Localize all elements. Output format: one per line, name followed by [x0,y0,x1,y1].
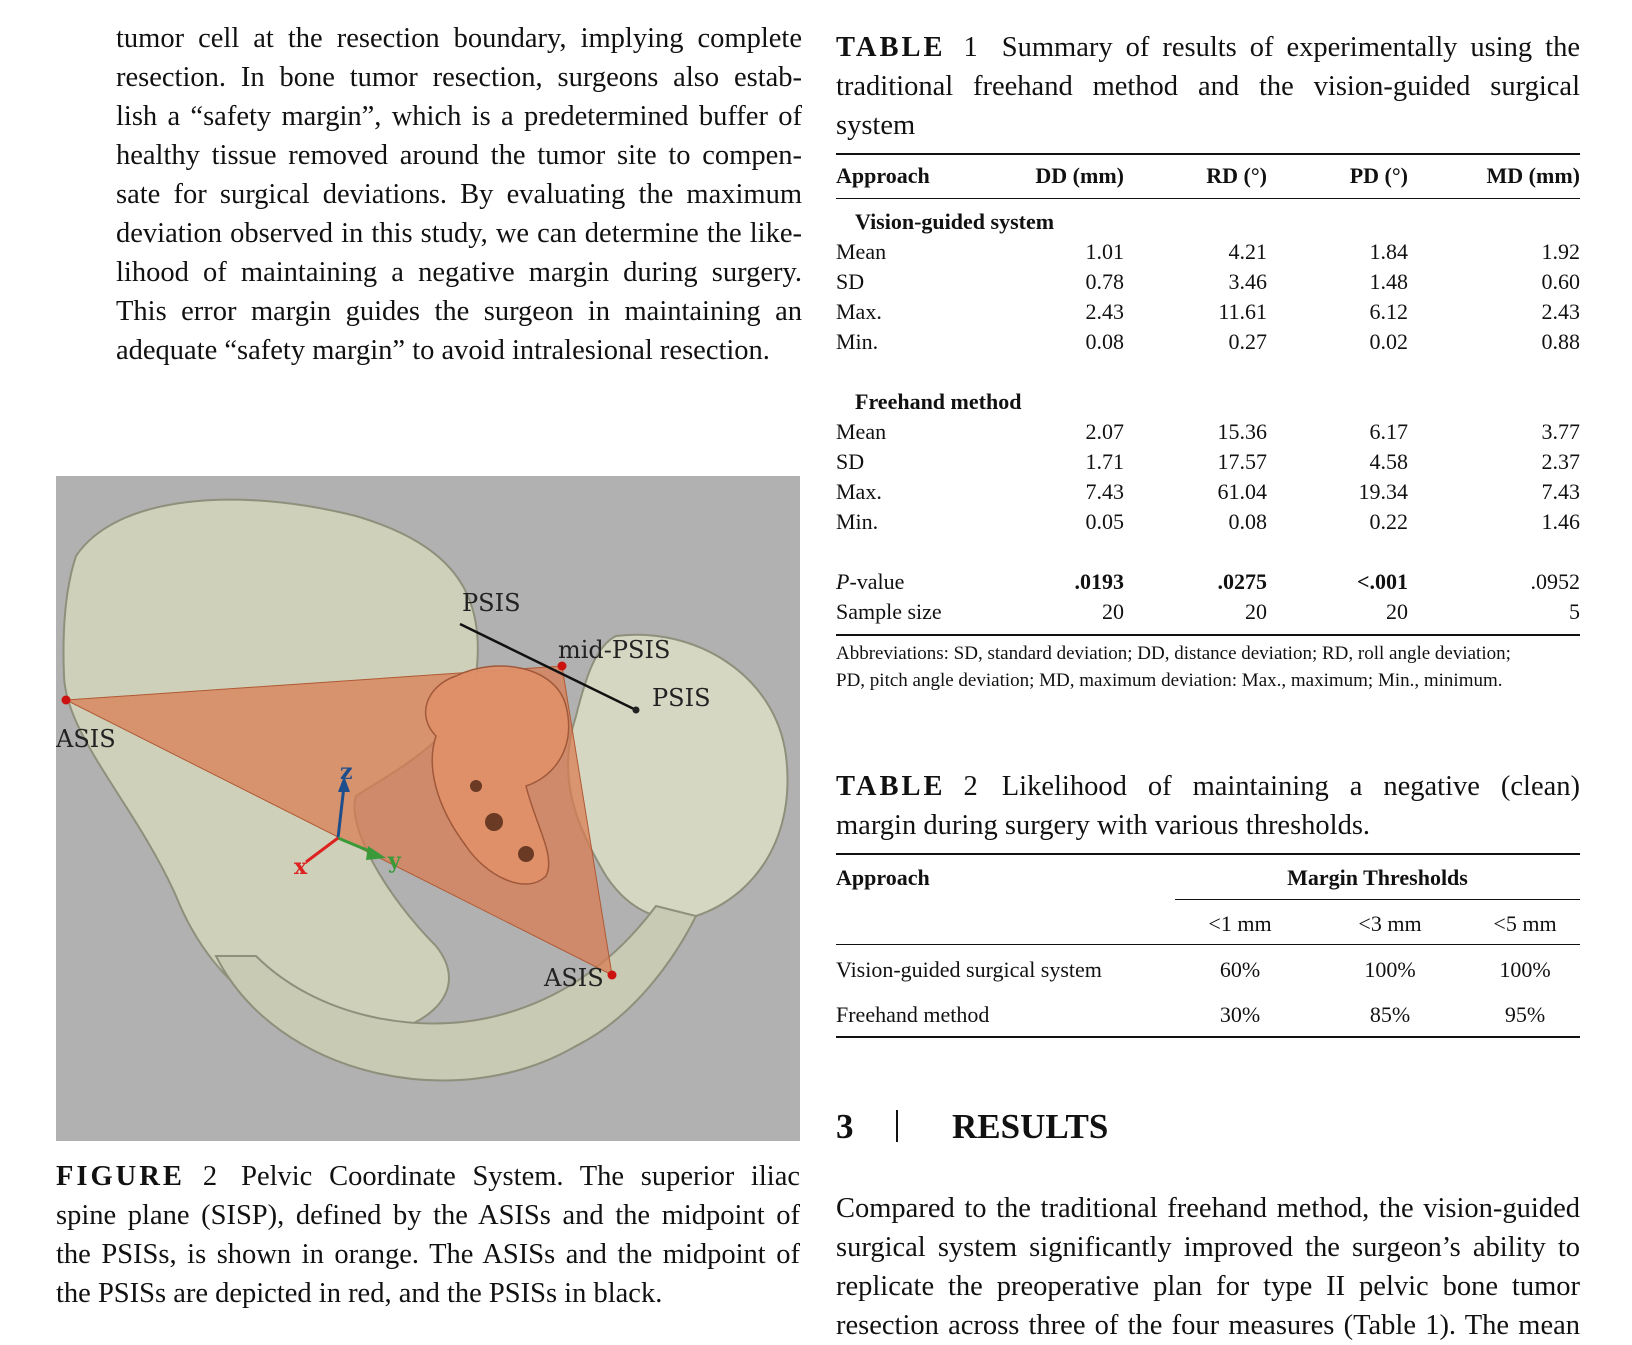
text-line: surgical system significantly improved the surgeon’s ability to [836,1232,1580,1263]
cell-value: 0.22 [1369,509,1408,534]
cell-value: 1.71 [1085,449,1124,474]
cell-value: 100% [1499,957,1551,982]
table2-caption-line: margin during surgery with various thresholds. [836,810,1371,841]
cell-value: 17.57 [1217,449,1267,474]
row-label: Vision-guided surgical system [836,957,1102,982]
table1 [836,153,1580,693]
row-label: Mean [836,239,887,264]
sacral-foramen [470,780,482,792]
cell-value: 60% [1219,957,1261,982]
cell-value: 0.88 [1541,329,1580,354]
row-label: SD [836,269,865,294]
table-header-rule [836,198,1580,199]
row-label: Min. [836,329,879,354]
header-dd: DD (mm) [1035,163,1124,188]
figure2-caption-line: the PSISs, is shown in orange. The ASISs and the midpoint of [56,1239,800,1270]
cell-value: 2.43 [1085,299,1124,324]
text-line: This error margin guides the surgeon in maintaining an [116,296,802,327]
section-heading [836,1107,1108,1147]
table1-footnote-line: PD, pitch angle deviation; MD, maximum deviation: Max., maximum; Min., minimum. [836,670,1503,691]
sample-size-value: 5 [1569,599,1580,624]
cell-value: 11.61 [1218,299,1267,324]
header-approach: Approach [836,865,930,890]
cell-value: 1.46 [1541,509,1580,534]
cell-value: 0.08 [1228,509,1267,534]
cell-value: 1.01 [1085,239,1124,264]
pvalue-label [836,569,904,595]
sacral-foramen [485,813,503,831]
table1-caption-line: traditional freehand method and the vision-guided surgical [836,71,1580,102]
cell-value: 0.78 [1085,269,1124,294]
asis-left-point [62,696,71,705]
intro-paragraph [116,19,802,370]
table2-caption-line: Likelihood of maintaining a negative (clean) [1001,771,1580,802]
header-approach: Approach [836,163,930,188]
text-line: deviation observed in this study, we can determine the like- [116,218,802,249]
pvalue-rd: .0275 [1217,569,1267,594]
section-divider [896,1110,898,1142]
table2-caption [836,767,1580,845]
text-line: resection across three of the four measures (Table 1). The mean [836,1310,1580,1341]
cell-value: 1.84 [1369,239,1408,264]
cell-value: 2.07 [1085,419,1124,444]
text-line: resection. In bone tumor resection, surgeons also estab- [116,62,802,93]
cell-value: 6.17 [1369,419,1408,444]
text-line: sate for surgical deviations. By evaluating the maximum [116,179,802,210]
cell-value: 100% [1364,957,1416,982]
cell-value: 0.27 [1228,329,1267,354]
sample-size-value: 20 [1245,599,1267,624]
cell-value: 7.43 [1085,479,1124,504]
section-title: RESULTS [952,1107,1109,1146]
cell-value: 0.02 [1369,329,1408,354]
cell-value: 7.43 [1541,479,1580,504]
cell-value: 3.77 [1541,419,1580,444]
group-title: Freehand method [855,389,1022,414]
cell-value: 6.12 [1369,299,1408,324]
figure2-caption-line: spine plane (SISP), defined by the ASISs and the midpoint of [56,1200,800,1231]
text-line: healthy tissue removed around the tumor site to compen- [116,140,802,171]
row-label: SD [836,449,865,474]
figure2-caption-line: the PSISs are depicted in red, and the PSISs in black. [56,1278,663,1309]
label-asis-left: ASIS [56,725,116,753]
table2 [836,853,1580,1038]
text-line: adequate “safety margin” to avoid intralesional resection. [116,335,770,366]
table2-label: TABLE [836,771,946,802]
figure2-number: 2 [202,1161,218,1192]
sacral-foramen [518,846,534,862]
group-header-rule [1175,899,1580,900]
asis-bottom-point [608,971,617,980]
cell-value: 0.08 [1085,329,1124,354]
cell-value: 3.46 [1228,269,1267,294]
label-axis-y: y [388,848,401,874]
label-axis-x: x [294,854,308,880]
table-bottom-rule [836,634,1580,636]
label-psis-left: PSIS [462,589,521,617]
text-line: Compared to the traditional freehand method, the vision-guided [836,1193,1580,1224]
table1-caption-line: Summary of results of experimentally using the [1001,32,1580,63]
cell-value: 0.60 [1541,269,1580,294]
pvalue-md: .0952 [1530,569,1580,594]
row-label: Mean [836,419,887,444]
pvalue-label-rest: -value [849,569,905,594]
threshold-1mm: <1 mm [1208,911,1272,936]
cell-value: 2.37 [1541,449,1580,474]
sample-size-value: 20 [1386,599,1408,624]
threshold-3mm: <3 mm [1358,911,1422,936]
cell-value: 2.43 [1541,299,1580,324]
table1-number: 1 [963,32,978,63]
figure2-pelvis-image [56,476,800,1141]
sample-size-label: Sample size [836,599,942,624]
cell-value: 4.58 [1369,449,1408,474]
header-rd: RD (°) [1206,163,1267,188]
section-number: 3 [836,1107,854,1146]
pvalue-pd: <.001 [1356,569,1408,594]
table-header-rule [836,944,1580,945]
row-label: Min. [836,509,879,534]
cell-value: 19.34 [1358,479,1408,504]
label-mid-psis: mid-PSIS [558,636,671,664]
cell-value: 4.21 [1228,239,1267,264]
figure2-caption-line: Pelvic Coordinate System. The superior iliac [241,1161,800,1192]
row-label: Max. [836,299,882,324]
header-margin-thresholds: Margin Thresholds [1287,865,1468,890]
table1-footnote-line: Abbreviations: SD, standard deviation; DD, distance deviation; RD, roll angle deviation; [836,643,1511,664]
table2-number: 2 [963,771,978,802]
pvalue-label-italic: P [836,569,850,594]
text-line: lish a “safety margin”, which is a predetermined buffer of [116,101,802,132]
cell-value: 61.04 [1217,479,1267,504]
table-top-rule [836,153,1580,155]
figure2-label: FIGURE [56,1161,185,1192]
row-label: Max. [836,479,882,504]
header-pd: PD (°) [1349,163,1408,188]
text-line: lihood of maintaining a negative margin during surgery. [116,257,802,288]
figure2-caption [56,1157,800,1313]
cell-value: 0.05 [1085,509,1124,534]
table-top-rule [836,853,1580,855]
table1-label: TABLE [836,32,946,63]
pvalue-dd: .0193 [1074,569,1124,594]
sample-size-value: 20 [1102,599,1124,624]
text-line: replicate the preoperative plan for type II pelvic bone tumor [836,1271,1580,1302]
psis-right-point [633,707,640,714]
cell-value: 85% [1369,1002,1411,1027]
table1-caption [836,28,1580,145]
table1-caption-line: system [836,110,916,141]
label-axis-z: z [340,759,353,785]
label-psis-right: PSIS [652,684,711,712]
group-title: Vision-guided system [855,209,1055,234]
cell-value: 1.92 [1541,239,1580,264]
text-line: tumor cell at the resection boundary, implying complete [116,23,802,54]
table-bottom-rule [836,1036,1580,1038]
header-md: MD (mm) [1486,163,1580,188]
results-paragraph [836,1189,1580,1345]
cell-value: 1.48 [1369,269,1408,294]
label-asis-bottom: ASIS [544,964,604,992]
row-label: Freehand method [836,1002,990,1027]
cell-value: 30% [1219,1002,1261,1027]
threshold-5mm: <5 mm [1493,911,1557,936]
cell-value: 95% [1504,1002,1546,1027]
cell-value: 15.36 [1217,419,1267,444]
